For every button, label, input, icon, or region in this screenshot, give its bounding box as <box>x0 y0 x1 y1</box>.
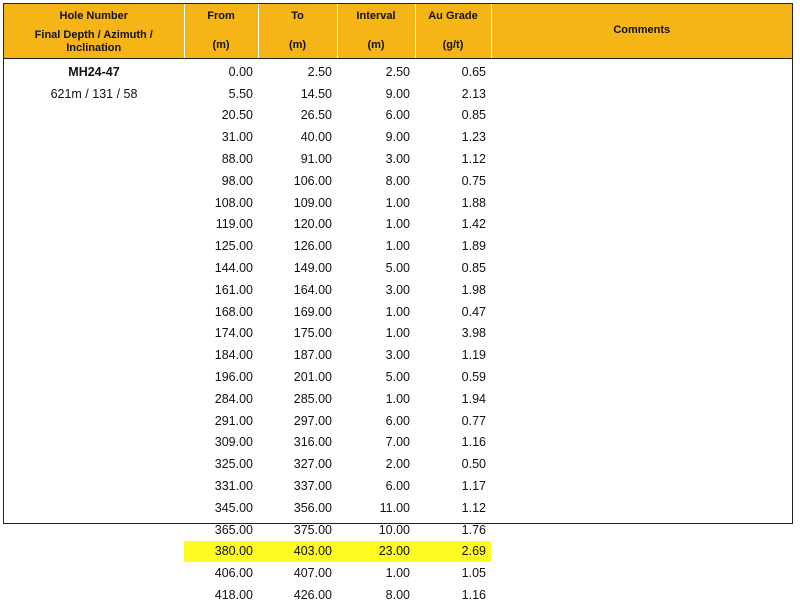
cell-from: 174.00 <box>214 326 253 341</box>
table-body <box>4 59 792 606</box>
cell-from: 196.00 <box>214 370 253 385</box>
cell-to: 106.00 <box>293 173 332 188</box>
cell-from: 98.00 <box>221 173 253 188</box>
cell-to: 40.00 <box>300 130 332 145</box>
cell-comments <box>491 105 792 127</box>
cell-interval: 5.00 <box>385 261 410 276</box>
cell-comments <box>491 366 792 388</box>
header-from-unit: (m) <box>212 39 230 51</box>
drill-results-table <box>3 3 793 603</box>
cell-grade: 1.42 <box>461 217 486 232</box>
table-row <box>4 497 792 519</box>
table-row <box>4 105 792 127</box>
table-row <box>4 257 792 279</box>
hole-empty-cell <box>4 214 184 236</box>
header-au-grade-label: Au Grade <box>428 10 478 22</box>
header-to-unit: (m) <box>288 39 307 51</box>
cell-to: 426.00 <box>293 588 332 603</box>
cell-to: 297.00 <box>293 413 332 428</box>
cell-grade: 1.17 <box>461 479 486 494</box>
table-row <box>4 562 792 584</box>
cell-comments <box>491 410 792 432</box>
cell-from: 331.00 <box>214 479 253 494</box>
cell-interval: 1.00 <box>385 217 410 232</box>
cell-interval: 2.00 <box>385 457 410 472</box>
cell-grade: 0.75 <box>461 173 486 188</box>
cell-comments <box>491 432 792 454</box>
hole-empty-cell <box>4 170 184 192</box>
cell-interval: 6.00 <box>385 413 410 428</box>
cell-comments <box>491 235 792 257</box>
cell-interval: 8.00 <box>385 173 410 188</box>
cell-to: 407.00 <box>293 566 332 581</box>
cell-grade: 1.19 <box>461 348 486 363</box>
header-row <box>4 4 792 59</box>
cell-interval: 1.00 <box>385 391 410 406</box>
cell-from: 345.00 <box>214 500 253 515</box>
cell-to: 375.00 <box>293 522 332 537</box>
cell-to: 2.50 <box>307 64 332 79</box>
cell-interval: 23.00 <box>337 541 415 563</box>
cell-grade: 0.77 <box>461 413 486 428</box>
cell-grade: 1.05 <box>461 566 486 581</box>
header-au-grade <box>415 4 491 59</box>
header-au-grade-unit: (g/t) <box>442 39 464 51</box>
hole-empty-cell <box>4 235 184 257</box>
cell-grade: 1.16 <box>461 588 486 603</box>
hole-empty-cell <box>4 584 184 606</box>
table-row <box>4 519 792 541</box>
cell-interval: 6.00 <box>385 108 410 123</box>
header-hole-details-label: Final Depth / Azimuth / Inclination <box>34 29 153 54</box>
header-from-label: From <box>207 10 235 22</box>
cell-interval: 9.00 <box>385 130 410 145</box>
hole-empty-cell <box>4 301 184 323</box>
cell-interval: 6.00 <box>385 479 410 494</box>
cell-interval: 1.00 <box>385 566 410 581</box>
cell-from: 88.00 <box>221 152 253 167</box>
cell-interval: 3.00 <box>385 152 410 167</box>
cell-grade: 2.13 <box>461 86 486 101</box>
cell-comments <box>491 497 792 519</box>
cell-from: 168.00 <box>214 304 253 319</box>
cell-to: 164.00 <box>293 282 332 297</box>
cell-comments <box>491 170 792 192</box>
cell-from: 380.00 <box>184 541 258 563</box>
cell-interval: 2.50 <box>385 64 410 79</box>
cell-to: 337.00 <box>293 479 332 494</box>
table-row <box>4 214 792 236</box>
cell-to: 316.00 <box>293 435 332 450</box>
cell-grade: 1.76 <box>461 522 486 537</box>
cell-interval: 1.00 <box>385 195 410 210</box>
header-from <box>184 4 258 59</box>
cell-to: 14.50 <box>300 86 332 101</box>
table-row <box>4 453 792 475</box>
cell-comments <box>491 323 792 345</box>
cell-grade: 0.50 <box>461 457 486 472</box>
hole-empty-cell <box>4 475 184 497</box>
table-row <box>4 192 792 214</box>
hole-empty-cell <box>4 279 184 301</box>
cell-from: 284.00 <box>214 391 253 406</box>
hole-empty-cell <box>4 388 184 410</box>
header-hole-number-label: Hole Number <box>59 10 128 22</box>
hole-details-cell: 621m / 131 / 58 <box>50 86 138 101</box>
cell-to: 109.00 <box>293 195 332 210</box>
cell-comments <box>491 584 792 606</box>
cell-from: 108.00 <box>214 195 253 210</box>
cell-from: 365.00 <box>214 522 253 537</box>
cell-to: 285.00 <box>293 391 332 406</box>
cell-from: 144.00 <box>214 261 253 276</box>
cell-to: 126.00 <box>293 239 332 254</box>
header-interval-unit: (m) <box>367 39 385 51</box>
cell-grade: 1.98 <box>461 282 486 297</box>
cell-comments <box>491 541 792 563</box>
cell-from: 418.00 <box>214 588 253 603</box>
cell-comments <box>491 192 792 214</box>
hole-empty-cell <box>4 192 184 214</box>
cell-grade: 1.12 <box>461 500 486 515</box>
cell-grade: 0.85 <box>461 108 486 123</box>
cell-comments <box>491 59 792 83</box>
table-row <box>4 279 792 301</box>
table-row <box>4 388 792 410</box>
header-comments-label: Comments <box>613 24 671 36</box>
cell-to: 356.00 <box>293 500 332 515</box>
cell-grade: 1.89 <box>461 239 486 254</box>
header-interval <box>337 4 415 59</box>
hole-empty-cell <box>4 126 184 148</box>
cell-grade: 1.12 <box>461 152 486 167</box>
hole-empty-cell <box>4 366 184 388</box>
table-row <box>4 301 792 323</box>
cell-comments <box>491 257 792 279</box>
cell-grade: 3.98 <box>461 326 486 341</box>
cell-grade: 1.23 <box>461 130 486 145</box>
table-row <box>4 235 792 257</box>
cell-from: 20.50 <box>221 108 253 123</box>
header-comments <box>491 4 792 59</box>
cell-from: 291.00 <box>214 413 253 428</box>
hole-empty-cell <box>4 257 184 279</box>
cell-comments <box>491 83 792 105</box>
cell-to: 91.00 <box>300 152 332 167</box>
hole-empty-cell <box>4 148 184 170</box>
cell-grade: 0.59 <box>461 370 486 385</box>
cell-interval: 11.00 <box>379 500 410 515</box>
cell-interval: 9.00 <box>385 86 410 101</box>
header-to-label: To <box>291 10 304 22</box>
table-row <box>4 432 792 454</box>
cell-grade: 1.16 <box>461 435 486 450</box>
hole-empty-cell <box>4 519 184 541</box>
hole-empty-cell <box>4 497 184 519</box>
cell-comments <box>491 279 792 301</box>
cell-interval: 1.00 <box>385 239 410 254</box>
table-row <box>4 475 792 497</box>
cell-comments <box>491 344 792 366</box>
table-row <box>4 148 792 170</box>
results-table <box>4 4 792 606</box>
hole-number-cell: MH24-47 <box>68 64 120 79</box>
table-row <box>4 410 792 432</box>
cell-to: 327.00 <box>293 457 332 472</box>
cell-to: 175.00 <box>293 326 332 341</box>
cell-interval: 3.00 <box>385 282 410 297</box>
cell-comments <box>491 148 792 170</box>
cell-to: 169.00 <box>293 304 332 319</box>
cell-comments <box>491 562 792 584</box>
cell-grade: 1.94 <box>461 391 486 406</box>
cell-to: 149.00 <box>293 261 332 276</box>
hole-empty-cell <box>4 105 184 127</box>
cell-grade: 0.47 <box>461 304 486 319</box>
cell-to: 201.00 <box>293 370 332 385</box>
table-row <box>4 59 792 83</box>
table-row <box>4 541 792 563</box>
cell-comments <box>491 453 792 475</box>
cell-from: 325.00 <box>214 457 253 472</box>
cell-comments <box>491 519 792 541</box>
header-hole-number <box>4 4 184 59</box>
cell-to: 187.00 <box>293 348 332 363</box>
cell-grade: 2.69 <box>415 541 491 563</box>
hole-empty-cell <box>4 344 184 366</box>
cell-comments <box>491 388 792 410</box>
hole-empty-cell <box>4 323 184 345</box>
cell-interval: 5.00 <box>385 370 410 385</box>
cell-interval: 1.00 <box>385 304 410 319</box>
cell-interval: 3.00 <box>385 348 410 363</box>
header-interval-label: Interval <box>356 10 396 22</box>
cell-from: 5.50 <box>228 86 253 101</box>
table-row <box>4 344 792 366</box>
cell-interval: 10.00 <box>378 522 410 537</box>
cell-from: 0.00 <box>228 64 253 79</box>
cell-to: 26.50 <box>300 108 332 123</box>
hole-empty-cell <box>4 453 184 475</box>
cell-interval: 8.00 <box>385 588 410 603</box>
cell-from: 184.00 <box>214 348 253 363</box>
cell-from: 125.00 <box>214 239 253 254</box>
hole-empty-cell <box>4 541 184 563</box>
table-row <box>4 366 792 388</box>
cell-comments <box>491 301 792 323</box>
cell-comments <box>491 214 792 236</box>
cell-to: 120.00 <box>293 217 332 232</box>
cell-interval: 1.00 <box>385 326 410 341</box>
cell-comments <box>491 126 792 148</box>
hole-empty-cell <box>4 410 184 432</box>
table-row <box>4 584 792 606</box>
table-row <box>4 83 792 105</box>
cell-from: 161.00 <box>214 282 253 297</box>
cell-from: 406.00 <box>214 566 253 581</box>
cell-to: 403.00 <box>258 541 337 563</box>
cell-comments <box>491 475 792 497</box>
hole-empty-cell <box>4 432 184 454</box>
cell-from: 31.00 <box>221 130 253 145</box>
cell-grade: 0.85 <box>461 261 486 276</box>
hole-empty-cell <box>4 562 184 584</box>
table-row <box>4 126 792 148</box>
cell-from: 119.00 <box>215 217 253 232</box>
table-row <box>4 323 792 345</box>
cell-grade: 1.88 <box>461 195 486 210</box>
table-row <box>4 170 792 192</box>
cell-from: 309.00 <box>214 435 253 450</box>
cell-interval: 7.00 <box>385 435 410 450</box>
cell-grade: 0.65 <box>461 64 486 79</box>
header-to <box>258 4 337 59</box>
